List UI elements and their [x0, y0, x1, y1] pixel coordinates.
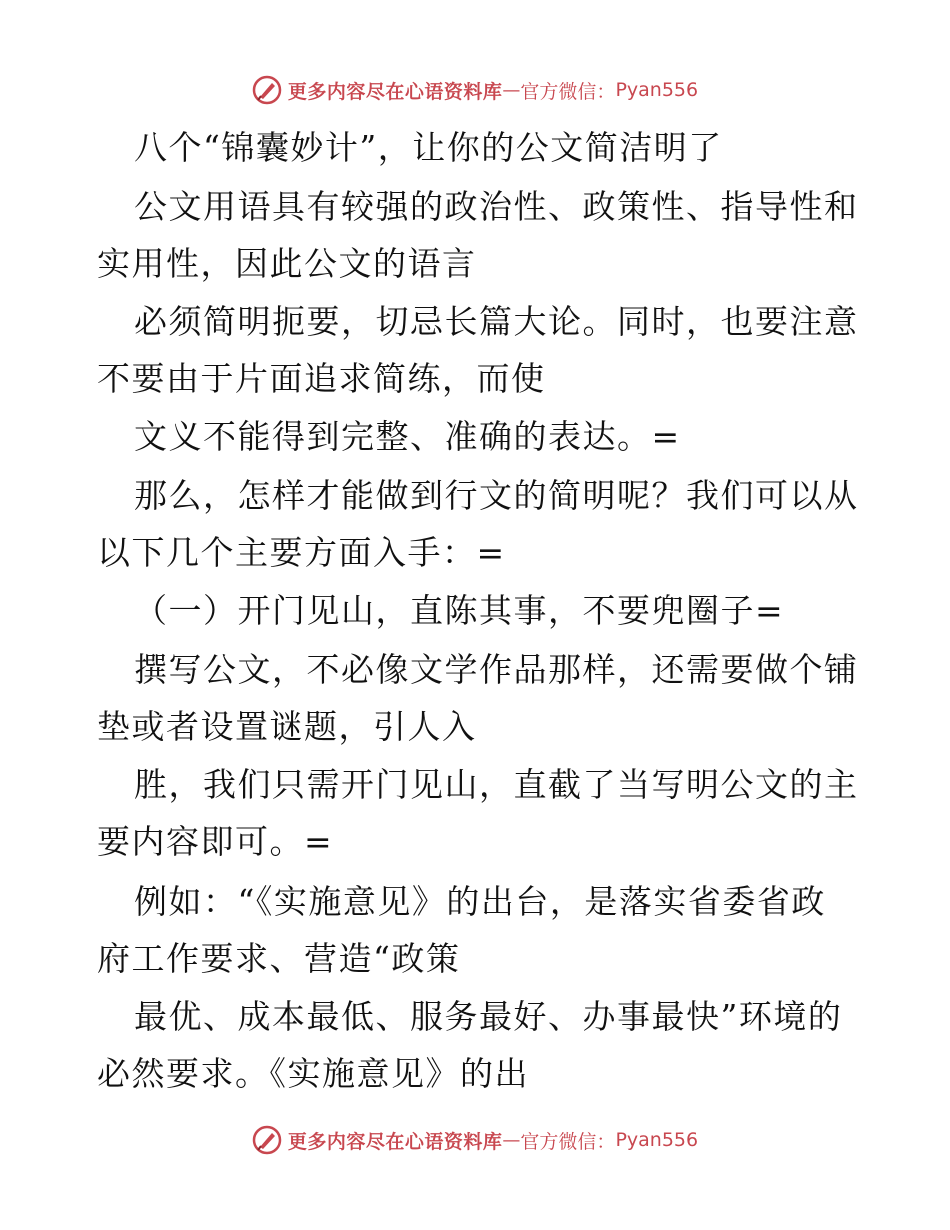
banner-separator: — [502, 1129, 521, 1151]
quill-pen-logo-icon [252, 1125, 282, 1155]
banner-text: 更多内容尽在心语资料库 [287, 1130, 503, 1153]
paragraph-line: 必须简明扼要，切忌长篇大论。同时，也要注意 [134, 302, 859, 341]
paragraph-line: 胜，我们只需开门见山，直截了当写明公文的主 [134, 765, 859, 804]
paragraph-line: 文义不能得到完整、准确的表达。= [134, 417, 681, 456]
paragraph-line: 实用性，因此公文的语言 [97, 244, 477, 283]
paragraph-line: 要内容即可。= [97, 822, 334, 861]
paragraph-line: 必然要求。《实施意见》的出 [97, 1054, 529, 1093]
header-banner [0, 70, 950, 110]
paragraph-line: 垫或者设置谜题，引人入 [97, 707, 477, 746]
banner-wechat-label: 官方微信： [520, 1130, 616, 1153]
banner-text: 更多内容尽在心语资料库 [287, 80, 503, 103]
document-title: 八个“锦囊妙计”，让你的公文简洁明了 [134, 128, 723, 167]
paragraph-line: 最优、成本最低、服务最好、办事最快”环境的 [134, 997, 843, 1036]
paragraph-line: 撰写公文，不必像文学作品那样，还需要做个铺 [134, 650, 859, 689]
banner-wechat-label: 官方微信： [520, 80, 616, 103]
paragraph-line: 不要由于片面追求简练，而使 [97, 359, 546, 398]
footer-banner [0, 1120, 950, 1160]
banner-wechat-id: Pyan556 [615, 79, 699, 101]
paragraph-line: 公文用语具有较强的政治性、政策性、指导性和 [134, 187, 859, 226]
paragraph-line: 那么，怎样才能做到行文的简明呢？我们可以从 [134, 476, 859, 515]
banner-wechat-id: Pyan556 [615, 1129, 699, 1151]
paragraph-line: 例如：“《实施意见》的出台，是落实省委省政 [134, 882, 826, 921]
quill-pen-logo-icon [252, 75, 282, 105]
paragraph-line: 以下几个主要方面入手：= [97, 533, 506, 572]
banner-separator: — [502, 79, 521, 101]
paragraph-line: 府工作要求、营造“政策 [97, 939, 461, 978]
section-heading: （一）开门见山，直陈其事，不要兜圈子= [134, 591, 785, 630]
